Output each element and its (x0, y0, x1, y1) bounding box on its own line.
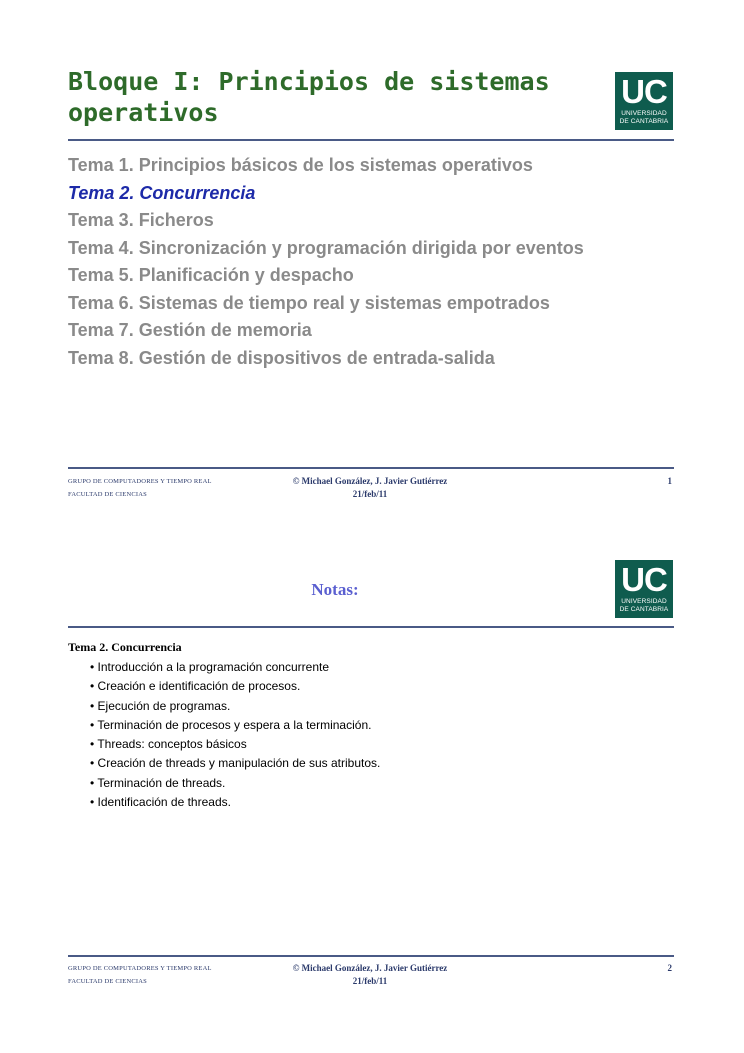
page-footer-1 (68, 475, 674, 501)
notes-title: Notas: (311, 580, 359, 599)
topic-item: Tema 6. Sistemas de tiempo real y sistemas empotrados (68, 292, 550, 313)
logo-line2: DE CANTABRIA (619, 118, 669, 125)
logo-mark: UC (621, 561, 667, 598)
page-footer-2 (68, 962, 674, 988)
footer-group: GRUPO DE COMPUTADORES Y TIEMPO REAL (68, 965, 212, 972)
topic-item: Tema 5. Planificación y despacho (68, 265, 354, 285)
logo-line1: UNIVERSIDAD (621, 598, 667, 605)
footer-faculty: FACULTAD DE CIENCIAS (68, 978, 147, 985)
list-item: • Introducción a la programación concurrente (90, 660, 329, 674)
topic-item-active: Tema 2. Concurrencia (68, 182, 256, 203)
list-item: • Terminación de threads. (90, 775, 226, 790)
footer-affiliation (68, 475, 212, 501)
list-item: • Creación de threads y manipulación de sus atributos. (90, 756, 381, 771)
notes-divider (68, 626, 674, 628)
university-logo (615, 560, 673, 618)
topic-item: Tema 3. Ficheros (68, 210, 214, 230)
logo-line1: UNIVERSIDAD (621, 110, 667, 117)
footer-date: 21/feb/11 (352, 976, 388, 986)
footer-affiliation (68, 962, 212, 988)
header-divider (68, 139, 674, 141)
topic-item: Tema 4. Sincronización y programación dirigida por eventos (68, 237, 584, 258)
page-number: 1 (667, 476, 672, 486)
footer-faculty: FACULTAD DE CIENCIAS (68, 491, 147, 498)
footer-divider (68, 467, 674, 469)
footer-divider (68, 955, 674, 957)
logo-mark: UC (621, 73, 667, 110)
notes-list (90, 658, 380, 812)
footer-date: 21/feb/11 (352, 489, 388, 499)
topic-item: Tema 1. Principios básicos de los sistemas operativos (68, 155, 533, 175)
topic-list (68, 152, 674, 372)
university-logo (615, 72, 673, 130)
list-item: • Terminación de procesos y espera a la terminación. (90, 717, 372, 732)
notes-heading: Tema 2. Concurrencia (68, 640, 182, 654)
topic-item: Tema 8. Gestión de dispositivos de entrada-salida (68, 347, 495, 368)
slide-title: Bloque I: Principios de sistemas operativos (68, 67, 550, 127)
list-item: • Identificación de threads. (90, 795, 231, 810)
list-item: • Ejecución de programas. (90, 698, 231, 713)
list-item: • Creación e identificación de procesos. (90, 679, 301, 694)
footer-group: GRUPO DE COMPUTADORES Y TIEMPO REAL (68, 478, 212, 485)
footer-authors: © Michael González, J. Javier Gutiérrez (292, 476, 448, 486)
footer-authors: © Michael González, J. Javier Gutiérrez (292, 963, 448, 973)
logo-line2: DE CANTABRIA (619, 606, 669, 613)
footer-credits (280, 962, 460, 988)
topic-item: Tema 7. Gestión de memoria (68, 320, 312, 340)
page-number: 2 (667, 963, 672, 973)
footer-credits (280, 475, 460, 501)
list-item: • Threads: conceptos básicos (90, 737, 247, 752)
